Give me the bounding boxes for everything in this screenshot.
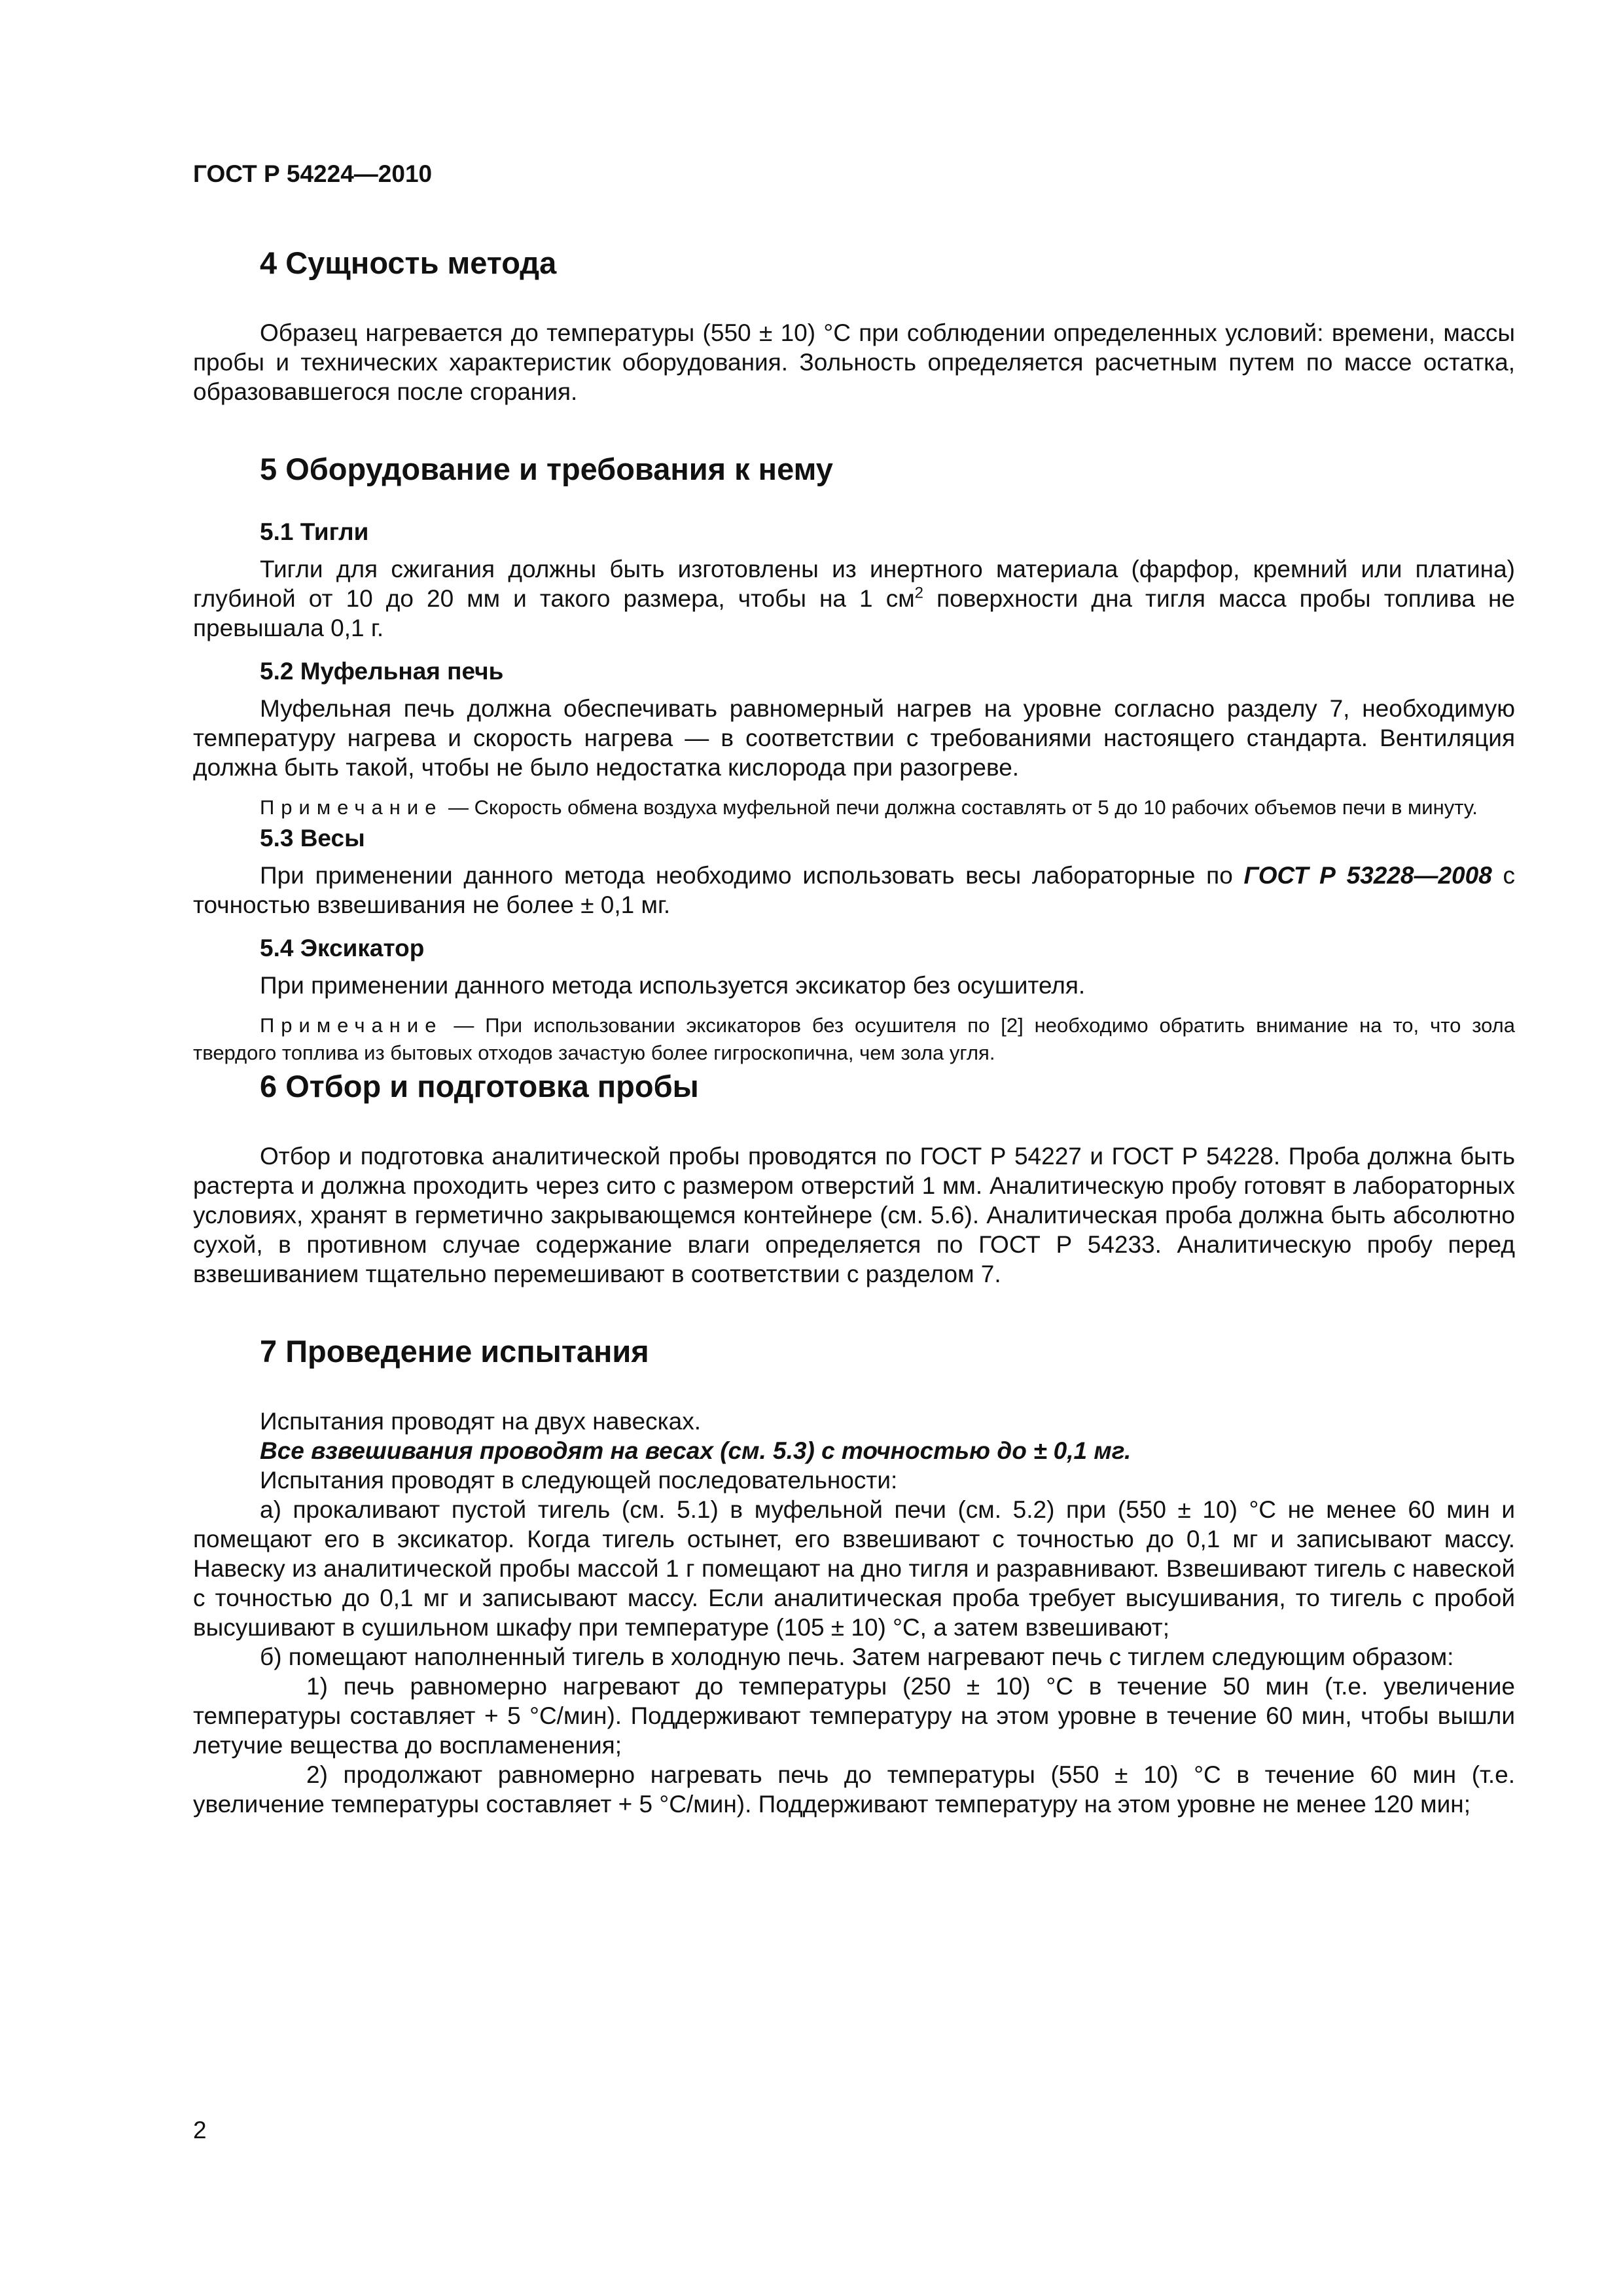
subsection-5-2-paragraph: Муфельная печь должна обеспечивать равномерный нагрев на уровне согласно разделу 7, необходимую температуру нагрева и скорость нагрева — в соответствии с требованиями настоящего стандарта. Вентиляция должна быть такой, чтобы не было недостатка кислорода при разогреве. (193, 695, 1515, 781)
subsection-5-4-paragraph: При применении данного метода используется эксикатор без осушителя. (260, 972, 1086, 999)
section-7-item-b: б) помещают наполненный тигель в холодную печь. Затем нагревают печь с тиглем следующим образом: (260, 1643, 1454, 1670)
section-7-item-b-1: 1) печь равномерно нагревают до температуры (250 ± 10) °С в течение 50 мин (т.е. увеличение температуры составляет + 5 °С/мин). Поддерживают температуру на этом уровне в течение 60 мин, чтобы вышли летучие вещества до воспламенения; (193, 1673, 1515, 1759)
section-6-paragraph: Отбор и подготовка аналитической пробы проводятся по ГОСТ Р 54227 и ГОСТ Р 54228. Проба должна быть растерта и должна проходить через сито с размером отверстий 1 мм. Аналитическую пробу готовят в лабораторных условиях, хранят в герметично закрывающемся контейнере (см. 5.6). Аналитическая проба должна быть абсолютно сухой, в противном случае содержание влаги определяется по ГОСТ Р 54233. Аналитическую пробу перед взвешиванием тщательно перемешивают в соответствии с разделом 7. (193, 1143, 1515, 1287)
subsection-5-1-title: 5.1 Тигли (260, 518, 369, 545)
section-7-item-a: а) прокаливают пустой тигель (см. 5.1) в муфельной печи (см. 5.2) при (550 ± 10) °С не менее 60 мин и помещают его в эксикатор. Когда тигель остынет, его взвешивают с точностью до 0,1 мг и записывают массу. Навеску из аналитической пробы массой 1 г помещают на дно тигля и разравнивают. Взвешивают тигель с навеской с точностью до 0,1 мг и записывают массу. Если аналитическая проба требует высушивания, то тигель с пробой высушивают в сушильном шкафу при температуре (105 ± 10) °С, а затем взвешивают; (193, 1496, 1515, 1641)
section-4-paragraph: Образец нагревается до температуры (550 ± 10) °С при соблюдении определенных условий: времени, массы пробы и технических характеристик оборудования. Зольность определяется расчетным путем по массе остатка, образовавшегося после сгорания. (193, 319, 1515, 405)
page-number: 2 (193, 2117, 207, 2144)
section-7-item-b-2: 2) продолжают равномерно нагревать печь до температуры (550 ± 10) °С в течение 60 мин (т.е. увеличение температуры составляет + 5 °С/мин). Поддерживают температуру на этом уровне не менее 120 мин; (193, 1761, 1515, 1818)
subsection-5-4-title: 5.4 Эксикатор (260, 935, 425, 961)
section-6-title: 6 Отбор и подготовка пробы (260, 1069, 699, 1103)
section-7-paragraph-2: Все взвешивания проводят на весах (см. 5.3) с точностью до ± 0,1 мг. (260, 1437, 1132, 1464)
subsection-5-3-paragraph: При применении данного метода необходимо использовать весы лабораторные по ГОСТ Р 53228—2008 с точностью взвешивания не более ± 0,1 мг. (193, 862, 1516, 918)
document-page (193, 157, 1515, 1819)
section-7-paragraph-3: Испытания проводят в следующей последовательности: (260, 1467, 898, 1494)
document-code: ГОСТ Р 54224—2010 (193, 160, 433, 187)
subsection-5-4-note: Примечание — При использовании эксикаторов без осушителя по [2] необходимо обратить внимание на то, что зола твердого топлива из бытовых отходов зачастую более гигроскопична, чем зола угля. (193, 1014, 1515, 1064)
standard-reference: ГОСТ Р 53228—2008 (1243, 862, 1492, 889)
subsection-5-1-paragraph: Тигли для сжигания должны быть изготовлены из инертного материала (фарфор, кремний или платина) глубиной от 10 до 20 мм и такого размера, чтобы на 1 $см^2$ поверхности дна тигля масса пробы топлива не превышала 0,1 г. (193, 556, 1515, 641)
subsection-5-3-title: 5.3 Весы (260, 825, 365, 852)
section-7-title: 7 Проведение испытания (260, 1334, 649, 1369)
section-7-paragraph-1: Испытания проводят на двух навесках. (260, 1408, 701, 1435)
subsection-5-2-note: Примечание — Скорость обмена воздуха муфельной печи должна составлять от 5 до 10 рабочих объемов печи в минуту. (260, 796, 1478, 819)
section-5-title: 5 Оборудование и требования к нему (260, 452, 833, 486)
section-4-title: 4 Сущность метода (260, 245, 557, 280)
subsection-5-2-title: 5.2 Муфельная печь (260, 658, 504, 685)
